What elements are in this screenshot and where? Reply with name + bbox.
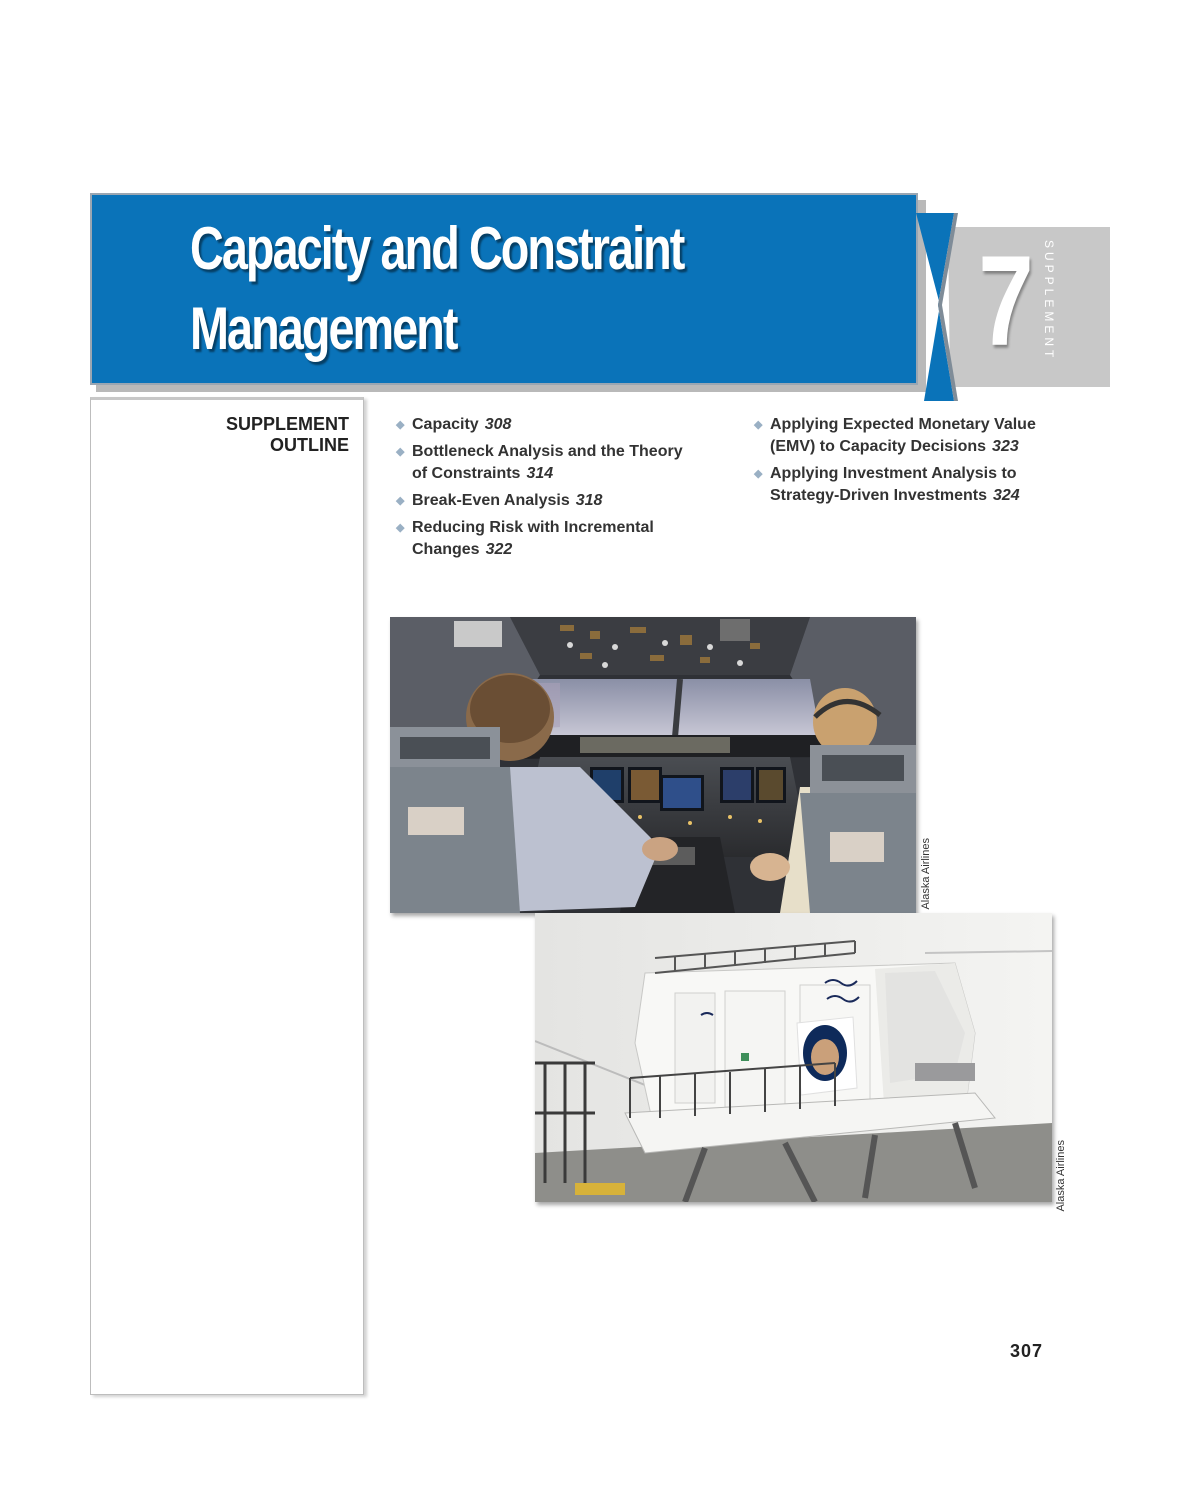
outline-item-page: 318 xyxy=(575,492,603,509)
chapter-number: 7 xyxy=(978,230,1034,373)
simulator-photo xyxy=(535,913,1052,1202)
cockpit-photo xyxy=(390,617,916,913)
outline-list-left xyxy=(396,414,696,566)
title-line-2: Management xyxy=(190,295,457,362)
simulator-illustration xyxy=(535,913,1052,1202)
outline-item-title: Bottleneck Analysis and the Theory of Constraints xyxy=(412,443,683,482)
title-banner xyxy=(90,193,918,385)
outline-item[interactable] xyxy=(396,490,712,512)
outline-item[interactable] xyxy=(396,517,674,561)
page-title xyxy=(190,209,683,369)
outline-heading-line-2: OUTLINE xyxy=(270,435,349,455)
outline-item-page: 314 xyxy=(526,465,554,482)
outline-list-right xyxy=(754,414,1054,512)
title-line-1: Capacity and Constraint xyxy=(190,215,684,282)
photo-credit-1: Alaska Airlines xyxy=(920,838,932,910)
diamond-bullet-icon: ◆ xyxy=(396,495,405,507)
outline-heading xyxy=(226,414,349,456)
page-number: 307 xyxy=(1010,1341,1044,1361)
outline-item-title: Applying Investment Analysis to Strategy-Driven Investments xyxy=(770,465,1017,504)
photo-credit-2: Alaska Airlines xyxy=(1055,1140,1067,1212)
outline-item-page: 324 xyxy=(992,487,1020,504)
sidebar-box xyxy=(90,397,364,1395)
cockpit-illustration xyxy=(390,617,916,913)
supplement-label: SUPPLEMENT xyxy=(1042,240,1056,362)
outline-heading-line-1: SUPPLEMENT xyxy=(225,414,349,434)
outline-item[interactable] xyxy=(396,414,712,436)
chapter-tab-chevron xyxy=(916,213,954,401)
diamond-bullet-icon: ◆ xyxy=(396,419,405,431)
diamond-bullet-icon: ◆ xyxy=(396,522,405,534)
outline-item-title: Capacity xyxy=(412,416,479,433)
outline-item[interactable] xyxy=(396,441,694,485)
outline-item[interactable] xyxy=(754,414,1046,458)
outline-item-title: Applying Expected Monetary Value (EMV) to Capacity Decisions xyxy=(770,416,1036,455)
outline-item-page: 308 xyxy=(484,416,512,433)
diamond-bullet-icon: ◆ xyxy=(754,419,763,431)
outline-item-page: 322 xyxy=(485,541,513,558)
outline-item-title: Reducing Risk with Incremental Changes xyxy=(412,519,654,558)
outline-item-title: Break-Even Analysis xyxy=(412,492,570,509)
outline-item-page: 323 xyxy=(992,438,1019,455)
outline-item[interactable] xyxy=(754,463,1040,507)
diamond-bullet-icon: ◆ xyxy=(396,446,405,458)
diamond-bullet-icon: ◆ xyxy=(754,468,763,480)
